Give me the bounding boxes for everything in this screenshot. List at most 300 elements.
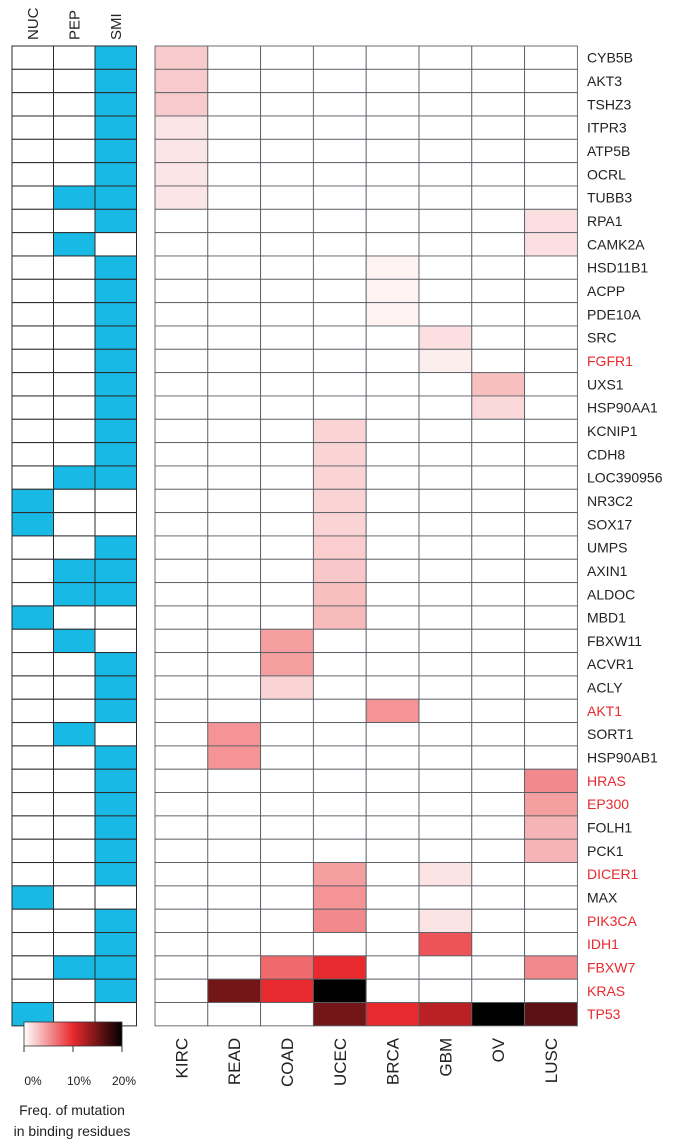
frequency-cell	[155, 163, 208, 186]
binding-cell	[95, 746, 137, 769]
frequency-cell	[261, 583, 314, 606]
frequency-cell	[208, 793, 261, 816]
gene-label: ACLY	[587, 679, 623, 696]
gene-label: FOLH1	[587, 819, 633, 836]
frequency-cell	[313, 443, 366, 466]
frequency-cell	[155, 209, 208, 232]
frequency-cell	[208, 559, 261, 582]
frequency-cell	[472, 303, 525, 326]
frequency-cell	[155, 816, 208, 839]
frequency-cell	[472, 46, 525, 69]
frequency-cell	[155, 979, 208, 1002]
frequency-cell	[366, 606, 419, 629]
gene-label: DICER1	[587, 866, 639, 883]
frequency-cell	[261, 839, 314, 862]
frequency-cell	[155, 93, 208, 116]
gene-label: SRC	[587, 329, 617, 346]
gene-label: CDH8	[587, 446, 626, 463]
frequency-cell	[525, 933, 578, 956]
frequency-cell	[366, 816, 419, 839]
frequency-cell	[313, 326, 366, 349]
gene-label: FBXW7	[587, 959, 636, 976]
binding-cell	[95, 139, 137, 162]
gene-label: CYB5B	[587, 49, 633, 66]
binding-cell	[12, 443, 54, 466]
binding-cell	[95, 979, 137, 1002]
frequency-cell	[419, 769, 472, 792]
frequency-cell	[472, 816, 525, 839]
frequency-cell	[472, 606, 525, 629]
frequency-cell	[472, 1003, 525, 1026]
binding-cell	[95, 466, 137, 489]
frequency-cell	[261, 46, 314, 69]
frequency-cell	[472, 909, 525, 932]
binding-cell	[54, 279, 96, 302]
binding-cell	[12, 419, 54, 442]
frequency-cell	[419, 793, 472, 816]
gene-label: AXIN1	[587, 562, 628, 579]
cancer-type-label: OV	[489, 1037, 509, 1063]
frequency-cell	[525, 466, 578, 489]
frequency-cell	[313, 303, 366, 326]
frequency-cell	[155, 443, 208, 466]
gene-label: CAMK2A	[587, 236, 645, 253]
frequency-cell	[525, 1003, 578, 1026]
frequency-cell	[366, 769, 419, 792]
frequency-cell	[472, 139, 525, 162]
frequency-cell	[419, 209, 472, 232]
frequency-cell	[366, 653, 419, 676]
frequency-cell	[261, 93, 314, 116]
binding-cell	[12, 933, 54, 956]
frequency-cell	[472, 513, 525, 536]
frequency-cell	[208, 233, 261, 256]
binding-cell	[95, 886, 137, 909]
frequency-cell	[261, 466, 314, 489]
cancer-type-label: KIRC	[172, 1037, 192, 1079]
frequency-cell	[366, 559, 419, 582]
frequency-cell	[155, 606, 208, 629]
frequency-cell	[313, 769, 366, 792]
frequency-cell	[366, 676, 419, 699]
binding-cell	[12, 69, 54, 92]
frequency-cell	[366, 443, 419, 466]
frequency-cell	[525, 69, 578, 92]
column-label: NUC	[24, 7, 42, 40]
gene-row-labels	[587, 50, 663, 1023]
frequency-cell	[525, 513, 578, 536]
frequency-cell	[261, 676, 314, 699]
frequency-cell	[419, 326, 472, 349]
frequency-cell	[313, 933, 366, 956]
frequency-cell	[419, 396, 472, 419]
frequency-cell	[419, 513, 472, 536]
frequency-cell	[525, 163, 578, 186]
binding-cell	[12, 349, 54, 372]
binding-cell	[12, 466, 54, 489]
binding-cell	[95, 186, 137, 209]
frequency-cell	[472, 699, 525, 722]
frequency-cell	[472, 979, 525, 1002]
frequency-cell	[525, 373, 578, 396]
frequency-cell	[261, 909, 314, 932]
frequency-cell	[313, 466, 366, 489]
frequency-cell	[155, 326, 208, 349]
binding-cell	[12, 256, 54, 279]
frequency-cell	[472, 443, 525, 466]
binding-cell	[54, 513, 96, 536]
frequency-cell	[313, 839, 366, 862]
frequency-cell	[366, 793, 419, 816]
frequency-cell	[261, 723, 314, 746]
binding-cell	[95, 93, 137, 116]
frequency-cell	[208, 209, 261, 232]
binding-cell	[95, 279, 137, 302]
frequency-cell	[472, 116, 525, 139]
frequency-cell	[155, 956, 208, 979]
frequency-cell	[419, 653, 472, 676]
frequency-cell	[261, 1003, 314, 1026]
frequency-cell	[313, 886, 366, 909]
frequency-cell	[366, 233, 419, 256]
frequency-cell	[261, 956, 314, 979]
frequency-cell	[208, 93, 261, 116]
frequency-cell	[472, 349, 525, 372]
frequency-cell	[525, 419, 578, 442]
frequency-cell	[419, 373, 472, 396]
frequency-cell	[472, 769, 525, 792]
frequency-cell	[261, 793, 314, 816]
frequency-cell	[261, 233, 314, 256]
gene-label: TSHZ3	[587, 96, 632, 113]
frequency-cell	[208, 933, 261, 956]
frequency-cell	[419, 46, 472, 69]
frequency-cell	[261, 933, 314, 956]
binding-cell	[54, 979, 96, 1002]
binding-cell	[95, 373, 137, 396]
colorbar-gradient	[24, 1022, 122, 1046]
frequency-cell	[208, 186, 261, 209]
gene-label: RPA1	[587, 212, 623, 229]
frequency-cell	[366, 396, 419, 419]
frequency-cell	[419, 746, 472, 769]
frequency-cell	[155, 723, 208, 746]
frequency-cell	[525, 489, 578, 512]
frequency-cell	[313, 116, 366, 139]
gene-label: FBXW11	[587, 632, 642, 649]
binding-cell	[54, 163, 96, 186]
frequency-cell	[366, 979, 419, 1002]
frequency-cell	[366, 326, 419, 349]
frequency-cell	[208, 769, 261, 792]
frequency-cell	[525, 233, 578, 256]
frequency-cell	[155, 373, 208, 396]
color-legend	[14, 1022, 137, 1139]
cancer-type-label: UCEC	[330, 1037, 350, 1087]
colorbar-tick-label: 0%	[24, 1074, 42, 1088]
frequency-cell	[472, 256, 525, 279]
frequency-cell	[472, 233, 525, 256]
binding-cell	[95, 816, 137, 839]
binding-cell	[12, 139, 54, 162]
binding-cell	[95, 653, 137, 676]
frequency-cell	[366, 69, 419, 92]
binding-cell	[12, 209, 54, 232]
frequency-cell	[366, 116, 419, 139]
gene-label: TP53	[587, 1006, 621, 1023]
gene-label: IDH1	[587, 936, 619, 953]
frequency-cell	[525, 139, 578, 162]
gene-label: PCK1	[587, 842, 624, 859]
binding-cell	[12, 676, 54, 699]
frequency-cell	[419, 816, 472, 839]
binding-cell	[54, 466, 96, 489]
gene-label: PDE10A	[587, 306, 641, 323]
binding-cell	[95, 396, 137, 419]
frequency-cell	[208, 116, 261, 139]
frequency-cell	[155, 676, 208, 699]
gene-label: ITPR3	[587, 119, 627, 136]
frequency-cell	[525, 839, 578, 862]
binding-cell	[95, 863, 137, 886]
frequency-cell	[261, 349, 314, 372]
binding-cell	[95, 326, 137, 349]
frequency-cell	[261, 559, 314, 582]
frequency-cell	[155, 886, 208, 909]
frequency-cell	[261, 116, 314, 139]
frequency-cell	[208, 303, 261, 326]
frequency-cell	[313, 653, 366, 676]
frequency-cell	[313, 816, 366, 839]
frequency-cell	[366, 419, 419, 442]
binding-cell	[12, 536, 54, 559]
frequency-cell	[366, 279, 419, 302]
frequency-cell	[525, 769, 578, 792]
gene-label: ALDOC	[587, 586, 636, 603]
gene-label: AKT1	[587, 702, 623, 719]
frequency-cell	[313, 233, 366, 256]
frequency-cell	[525, 723, 578, 746]
frequency-cell	[261, 489, 314, 512]
frequency-cell	[208, 839, 261, 862]
binding-cell	[95, 956, 137, 979]
frequency-cell	[419, 443, 472, 466]
frequency-cell	[525, 676, 578, 699]
frequency-cell	[261, 396, 314, 419]
binding-cell	[95, 489, 137, 512]
frequency-cell	[366, 163, 419, 186]
binding-cell	[12, 396, 54, 419]
frequency-cell	[525, 886, 578, 909]
binding-cell	[54, 793, 96, 816]
frequency-cell	[366, 373, 419, 396]
column-label: PEP	[66, 9, 84, 40]
frequency-cell	[208, 909, 261, 932]
binding-cell	[95, 933, 137, 956]
frequency-cell	[525, 863, 578, 886]
frequency-cell	[419, 256, 472, 279]
binding-cell	[12, 839, 54, 862]
gene-label: MBD1	[587, 609, 626, 626]
gene-label: NR3C2	[587, 492, 633, 509]
binding-cell	[95, 699, 137, 722]
frequency-cell	[472, 653, 525, 676]
frequency-cell	[208, 163, 261, 186]
frequency-cell	[525, 816, 578, 839]
binding-cell	[54, 863, 96, 886]
gene-label: LOC390956	[587, 469, 663, 486]
frequency-cell	[155, 909, 208, 932]
frequency-cell	[525, 653, 578, 676]
frequency-cell	[208, 279, 261, 302]
frequency-cell	[525, 256, 578, 279]
frequency-cell	[472, 373, 525, 396]
frequency-cell	[261, 979, 314, 1002]
binding-cell	[54, 956, 96, 979]
frequency-cell	[313, 559, 366, 582]
frequency-cell	[366, 933, 419, 956]
frequency-cell	[419, 676, 472, 699]
binding-cell	[12, 513, 54, 536]
frequency-cell	[261, 629, 314, 652]
binding-cell	[95, 443, 137, 466]
binding-cell	[54, 653, 96, 676]
binding-cell	[95, 909, 137, 932]
frequency-cell	[472, 863, 525, 886]
frequency-cell	[155, 466, 208, 489]
binding-cell	[95, 256, 137, 279]
frequency-cell	[313, 583, 366, 606]
binding-cell	[12, 723, 54, 746]
frequency-cell	[366, 723, 419, 746]
frequency-cell	[208, 676, 261, 699]
frequency-cell	[208, 956, 261, 979]
frequency-cell	[525, 909, 578, 932]
frequency-cell	[208, 46, 261, 69]
frequency-cell	[419, 303, 472, 326]
frequency-cell	[313, 746, 366, 769]
frequency-cell	[366, 839, 419, 862]
frequency-cell	[472, 209, 525, 232]
binding-cell	[95, 676, 137, 699]
binding-cell	[12, 303, 54, 326]
frequency-cell	[525, 629, 578, 652]
binding-cell	[12, 186, 54, 209]
frequency-cell	[313, 863, 366, 886]
frequency-cell	[208, 373, 261, 396]
binding-cell	[54, 559, 96, 582]
gene-label: OCRL	[587, 166, 626, 183]
frequency-cell	[155, 559, 208, 582]
gene-label: MAX	[587, 889, 618, 906]
gene-label: HSP90AB1	[587, 749, 658, 766]
frequency-cell	[313, 699, 366, 722]
frequency-cell	[366, 303, 419, 326]
frequency-cell	[525, 979, 578, 1002]
frequency-cell	[366, 583, 419, 606]
frequency-cell	[525, 746, 578, 769]
binding-cell	[54, 326, 96, 349]
frequency-cell	[366, 1003, 419, 1026]
colorbar-title-line-1: Freq. of mutation	[19, 1102, 125, 1118]
frequency-cell	[155, 839, 208, 862]
frequency-cell	[313, 606, 366, 629]
frequency-cell	[208, 466, 261, 489]
frequency-cell	[208, 629, 261, 652]
gene-label: TUBB3	[587, 189, 633, 206]
frequency-cell	[261, 699, 314, 722]
frequency-cell	[419, 69, 472, 92]
frequency-cell	[155, 793, 208, 816]
frequency-cell	[313, 419, 366, 442]
frequency-cell	[525, 349, 578, 372]
gene-label: AKT3	[587, 72, 623, 89]
frequency-cell	[313, 979, 366, 1002]
frequency-cell	[419, 536, 472, 559]
binding-cell	[54, 909, 96, 932]
frequency-cell	[155, 629, 208, 652]
binding-cell	[54, 583, 96, 606]
binding-cell	[95, 419, 137, 442]
frequency-cell	[525, 559, 578, 582]
frequency-cell	[366, 513, 419, 536]
binding-cell	[12, 46, 54, 69]
frequency-cell	[472, 629, 525, 652]
frequency-cell	[366, 186, 419, 209]
frequency-cell	[525, 279, 578, 302]
binding-cell	[54, 489, 96, 512]
binding-cell	[54, 886, 96, 909]
binding-cell	[95, 769, 137, 792]
frequency-cell	[525, 956, 578, 979]
gene-label: HRAS	[587, 772, 626, 789]
frequency-cell	[472, 793, 525, 816]
frequency-cell	[472, 723, 525, 746]
frequency-cell	[208, 69, 261, 92]
frequency-cell	[472, 93, 525, 116]
frequency-cell	[155, 303, 208, 326]
frequency-cell	[313, 1003, 366, 1026]
frequency-cell	[419, 233, 472, 256]
binding-cell	[54, 443, 96, 466]
frequency-cell	[208, 816, 261, 839]
frequency-cell	[155, 349, 208, 372]
binding-cell	[54, 419, 96, 442]
frequency-cell	[261, 419, 314, 442]
binding-cell	[12, 769, 54, 792]
frequency-cell	[313, 279, 366, 302]
binding-cell	[12, 559, 54, 582]
frequency-cell	[155, 746, 208, 769]
frequency-cell	[208, 326, 261, 349]
binding-cell	[95, 583, 137, 606]
frequency-cell	[155, 699, 208, 722]
gene-label: HSP90AA1	[587, 399, 658, 416]
frequency-cell	[313, 629, 366, 652]
binding-cell	[54, 209, 96, 232]
binding-cell	[54, 46, 96, 69]
binding-cell	[54, 536, 96, 559]
frequency-cell	[366, 349, 419, 372]
frequency-cell	[155, 139, 208, 162]
frequency-cell	[155, 233, 208, 256]
frequency-cell	[366, 209, 419, 232]
frequency-cell	[472, 163, 525, 186]
binding-cell	[95, 303, 137, 326]
frequency-cell	[419, 979, 472, 1002]
frequency-cell	[366, 139, 419, 162]
binding-cell	[95, 349, 137, 372]
